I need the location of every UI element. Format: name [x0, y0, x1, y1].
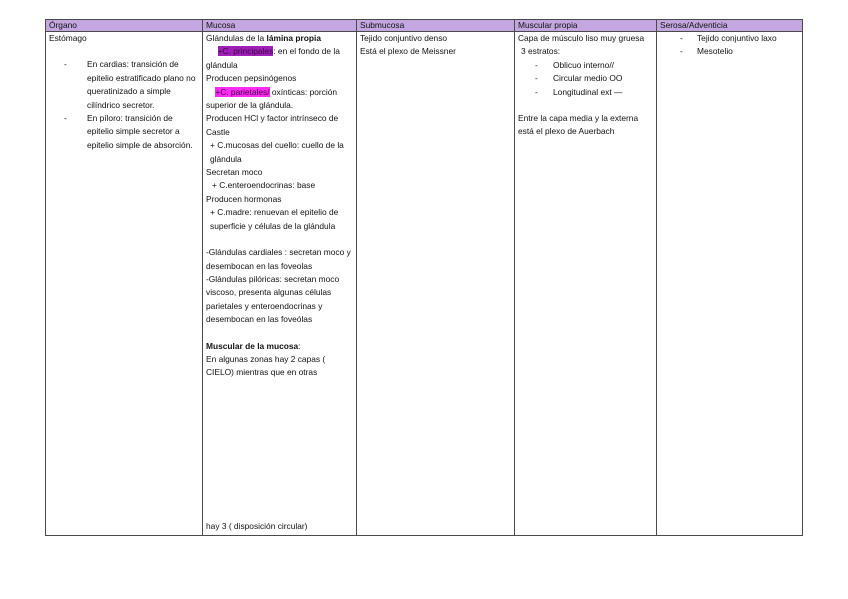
cell-submucosa	[357, 32, 515, 536]
list-item: - En cardias: transición de epitelio estratificado plano no queratinizado a simple cilíndrico secretor.	[49, 58, 199, 112]
hcl-line: Producen HCl y factor intrínseco de Castle	[206, 113, 339, 137]
organ-title: Estómago	[49, 33, 87, 43]
submucosa-line-1: Tejido conjuntivo denso	[360, 33, 448, 43]
hormonas-line: Producen hormonas	[206, 193, 282, 204]
muscular-intro: Capa de músculo liso muy gruesa	[518, 33, 645, 43]
entero-line: + C.enteroendocrinas: base	[212, 180, 316, 191]
muscular-list	[518, 59, 653, 99]
principales-highlight: +C. principales	[217, 46, 274, 57]
pepsinogenos-line: Producen pepsinógenos	[206, 73, 297, 84]
table-header-row	[46, 20, 803, 32]
cell-muscular	[515, 32, 657, 536]
parietales-rest: oxínticas: porción superior de la glándula.	[206, 86, 338, 111]
header-mucosa: Mucosa	[203, 20, 357, 32]
header-serosa: Serosa/Adventicia	[657, 20, 803, 32]
cardiales-line: -Glándulas cardiales : secretan moco y desembocan en las foveolas	[206, 247, 351, 271]
list-item: - En píloro: transición de epitelio simple secretor a epitelio simple de absorción.	[49, 112, 199, 152]
madre-line: + C.madre: renuevan el epitelio de superficie y células de la glándula	[210, 207, 339, 231]
cell-mucosa	[203, 32, 357, 536]
cell-organo	[46, 32, 203, 536]
list-item: - Tejido conjuntivo laxo	[660, 32, 799, 45]
muscular-mucosa-text: En algunas zonas hay 2 capas ( CIELO) mientras que en otras	[206, 353, 326, 378]
organ-list	[49, 58, 199, 152]
cell-serosa	[657, 32, 803, 536]
header-organo: Órgano	[46, 20, 203, 32]
pilorica-line: -Glándulas pilóricas: secretan moco viscoso, presenta algunas células parietales y enteroendocrinas y desembocan en las foveólas	[206, 273, 340, 325]
submucosa-line-2: Está el plexo de Meissner	[360, 46, 456, 57]
parietales-highlight: +C. parietales/	[215, 86, 270, 97]
serosa-list	[660, 32, 799, 59]
header-muscular: Muscular propia	[515, 20, 657, 32]
secretan-moco-line: Secretan moco	[206, 167, 263, 178]
header-submucosa: Submucosa	[357, 20, 515, 32]
principales-line	[206, 45, 353, 72]
muscular-mucosa-title	[206, 340, 353, 353]
list-item: - Longitudinal ext —	[518, 86, 653, 99]
lamina-prefix: Glándulas de la	[206, 33, 267, 43]
table-row	[46, 32, 803, 536]
lamina-bold: lámina propia	[266, 33, 321, 43]
mucosas-line: + C.mucosas del cuello: cuello de la glándula	[210, 140, 344, 164]
lamina-propia-line	[206, 32, 353, 45]
muscular-mucosa-colon: :	[298, 340, 301, 351]
muscular-auerbach: Entre la capa media y la externa está el plexo de Auerbach	[518, 113, 639, 137]
muscular-estratos: 3 estratos:	[521, 46, 561, 57]
parietales-line	[206, 86, 353, 113]
list-item: - Mesotelio	[660, 45, 799, 58]
mucosa-bottom-note: hay 3 ( disposición circular)	[206, 520, 308, 531]
histology-table	[45, 19, 803, 536]
principales-rest: : en el fondo de la glándula	[206, 46, 340, 70]
muscular-mucosa-bold: Muscular de la mucosa	[206, 340, 299, 351]
list-item: - Circular medio OO	[518, 72, 653, 85]
list-item: - Oblicuo interno//	[518, 59, 653, 72]
